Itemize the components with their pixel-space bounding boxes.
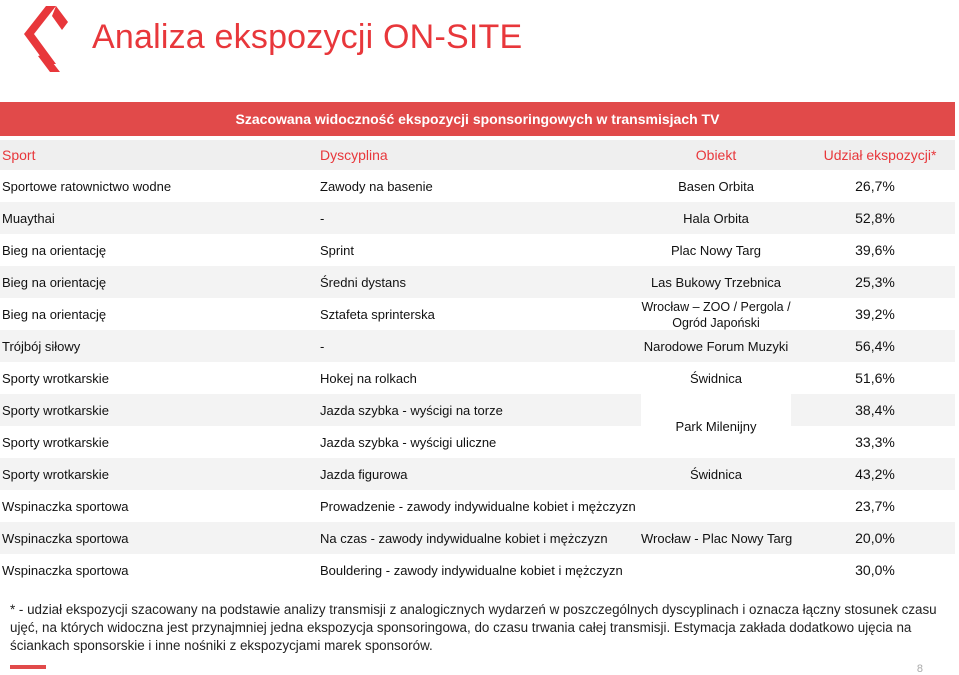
table-row bbox=[0, 330, 955, 362]
cell-object: Las Bukowy Trzebnica bbox=[650, 275, 782, 290]
table-banner-text: Szacowana widoczność ekspozycji sponsoringowych w transmisjach TV bbox=[235, 111, 720, 127]
cell-discipline: Jazda szybka - wyścigi uliczne bbox=[320, 435, 497, 450]
cell-sport: Muaythai bbox=[2, 211, 55, 226]
cell-sport: Trójbój siłowy bbox=[2, 339, 81, 354]
table-row bbox=[0, 554, 955, 586]
cell-discipline: Zawody na basenie bbox=[320, 179, 433, 194]
cell-sport: Sporty wrotkarskie bbox=[2, 403, 109, 418]
table-row bbox=[0, 490, 955, 522]
cell-sport: Wspinaczka sportowa bbox=[2, 531, 129, 546]
table-header bbox=[0, 140, 955, 170]
cell-sport: Sporty wrotkarskie bbox=[2, 371, 109, 386]
column-header-sport: Sport bbox=[2, 147, 36, 163]
cell-sport: Bieg na orientację bbox=[2, 307, 107, 322]
column-header-share: Udział ekspozycji* bbox=[823, 147, 937, 163]
table-row bbox=[0, 362, 955, 394]
cell-share: 38,4% bbox=[855, 402, 895, 418]
cell-sport: Bieg na orientację bbox=[2, 243, 107, 258]
cell-share: 56,4% bbox=[855, 338, 895, 354]
cell-share: 51,6% bbox=[855, 370, 895, 386]
cell-sport: Sporty wrotkarskie bbox=[2, 467, 109, 482]
table-row bbox=[0, 266, 955, 298]
table-row bbox=[0, 298, 955, 330]
cell-share: 39,2% bbox=[855, 306, 895, 322]
cell-discipline: Na czas - zawody indywidualne kobiet i mężczyzn bbox=[320, 531, 608, 546]
table-row bbox=[0, 522, 955, 554]
cell-object: Świdnica bbox=[689, 467, 743, 482]
cell-discipline: - bbox=[320, 211, 325, 226]
footer-accent-line bbox=[10, 665, 46, 669]
table-row bbox=[0, 426, 955, 458]
cell-sport: Wspinaczka sportowa bbox=[2, 499, 129, 514]
cell-object: Świdnica bbox=[689, 371, 743, 386]
cell-object-line: Wrocław – ZOO / Pergola / bbox=[641, 300, 791, 314]
table-row bbox=[0, 394, 955, 426]
cell-share: 52,8% bbox=[855, 210, 895, 226]
page-number: 8 bbox=[916, 663, 923, 675]
cell-share: 30,0% bbox=[855, 562, 895, 578]
column-header-discipline: Dyscyplina bbox=[320, 147, 388, 163]
cell-object: Hala Orbita bbox=[683, 211, 749, 226]
cell-discipline: Prowadzenie - zawody indywidualne kobiet i mężczyzn bbox=[320, 499, 636, 514]
cell-share: 25,3% bbox=[855, 274, 895, 290]
cell-discipline: Jazda szybka - wyścigi na torze bbox=[320, 403, 503, 418]
cell-sport: Wspinaczka sportowa bbox=[2, 563, 129, 578]
cell-discipline: Hokej na rolkach bbox=[320, 371, 417, 386]
cell-object: Narodowe Forum Muzyki bbox=[643, 339, 789, 354]
cell-sport: Sportowe ratownictwo wodne bbox=[2, 179, 172, 194]
cell-discipline: Sprint bbox=[320, 243, 354, 258]
table-row bbox=[0, 234, 955, 266]
cell-sport: Sporty wrotkarskie bbox=[2, 435, 109, 450]
cell-object: Plac Nowy Targ bbox=[670, 243, 762, 258]
cell-share: 33,3% bbox=[855, 434, 895, 450]
page-title: Analiza ekspozycji ON-SITE bbox=[92, 18, 523, 56]
table-row bbox=[0, 202, 955, 234]
cell-discipline: - bbox=[320, 339, 325, 354]
cell-object-line: Ogród Japoński bbox=[672, 316, 760, 330]
cell-share: 26,7% bbox=[855, 178, 895, 194]
brand-logo-icon bbox=[16, 4, 78, 74]
cell-discipline: Sztafeta sprinterska bbox=[320, 307, 435, 322]
cell-object: Basen Orbita bbox=[678, 179, 754, 194]
cell-object bbox=[641, 299, 791, 331]
table-row bbox=[0, 458, 955, 490]
cell-share: 23,7% bbox=[855, 498, 895, 514]
table-row bbox=[0, 170, 955, 202]
cell-discipline: Jazda figurowa bbox=[320, 467, 408, 482]
table-banner bbox=[0, 102, 955, 136]
cell-object: Wrocław - Plac Nowy Targ bbox=[641, 531, 793, 546]
cell-discipline: Bouldering - zawody indywidualne kobiet i mężczyzn bbox=[320, 563, 623, 578]
cell-object-merged: Park Milenijny bbox=[641, 394, 791, 458]
cell-share: 43,2% bbox=[855, 466, 895, 482]
cell-share: 20,0% bbox=[855, 530, 895, 546]
column-header-object: Obiekt bbox=[695, 147, 737, 163]
footnote: * - udział ekspozycji szacowany na podstawie analizy transmisji z analogicznych wydarzeń w poszczególnych dyscyplinach i oznacza łączny stosunek czasu ujęć, na których widoczna jest przynajmniej jedna ekspozycja sponsoringowa, do czasu trwania całej transmisji. Estymacja zakłada dodatkowo ujęcia na ściankach sponsorskie i inne nośniki z ekspozycjami marek sponsorów. bbox=[10, 602, 937, 653]
cell-sport: Bieg na orientację bbox=[2, 275, 107, 290]
cell-discipline: Średni dystans bbox=[320, 275, 406, 290]
cell-share: 39,6% bbox=[855, 242, 895, 258]
